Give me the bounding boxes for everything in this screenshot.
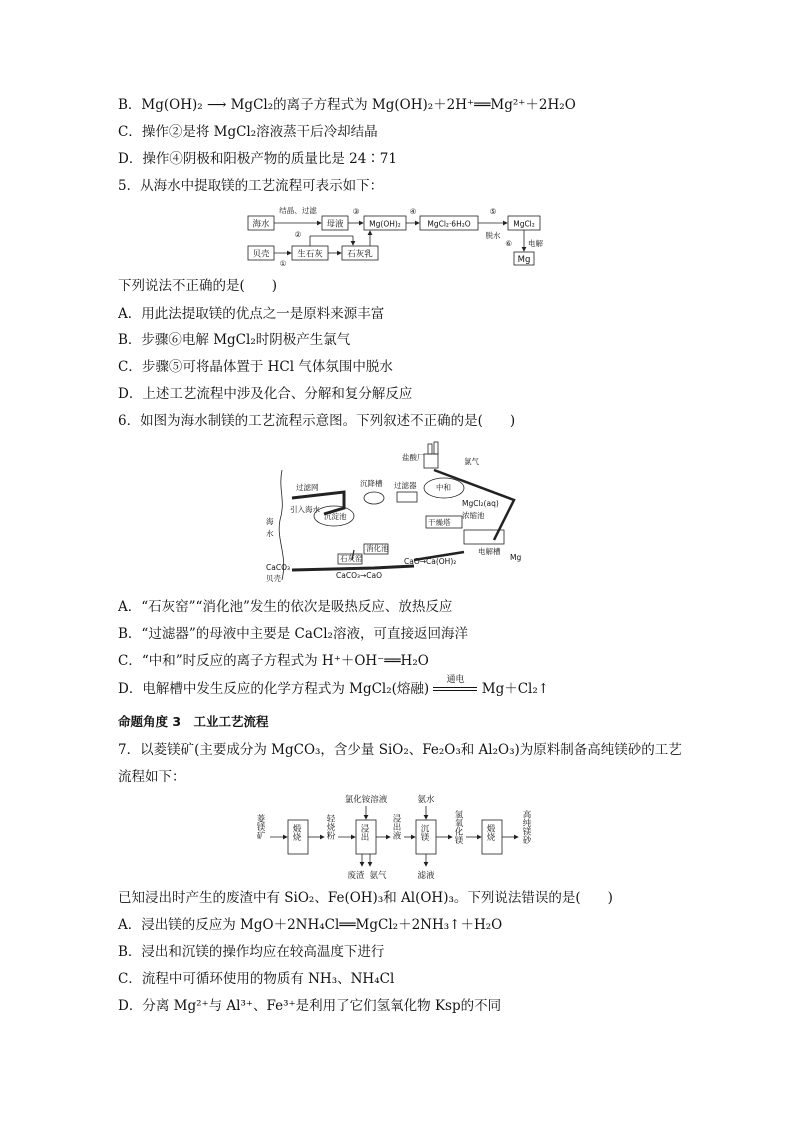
- q6-label-caco3: CaCO₃: [266, 563, 290, 572]
- q6-label-precipitation-tank: 沉淀池: [324, 512, 347, 521]
- q5-option-a: A．用此法提取镁的优点之一是原料来源丰富: [118, 306, 385, 322]
- q7-label-leachate: 浸出液: [391, 814, 401, 840]
- option-c-top: C．操作②是将 MgCl₂溶液蒸干后冷却结晶: [118, 124, 378, 140]
- q7-label-nh4cl-solution: 氯化铵溶液: [344, 795, 388, 805]
- q5-option-c: C．步骤⑤可将晶体置于 HCl 气体氛围中脱水: [118, 359, 393, 375]
- q6-label-shell: 贝壳: [266, 574, 281, 583]
- q5-option-b: B．步骤⑥电解 MgCl₂时阴极产生氯气: [118, 332, 351, 348]
- q6-option-d-condition-label: 通电: [446, 675, 465, 685]
- q6-label-lime-kiln: 石灰窑: [340, 554, 363, 563]
- q6-label-cao-caoh2: CaO→Ca(OH)₂: [404, 557, 457, 566]
- q6-label-mg: Mg: [510, 553, 522, 562]
- q6-option-b: B．“过滤器”的母液中主要是 CaCl₂溶液，可直接返回海洋: [118, 626, 468, 642]
- q6-label-neutralize: 中和: [436, 483, 451, 492]
- q7-box-calcine-1: 煅烧: [291, 824, 301, 841]
- q6-label-chlorine: 氯气: [464, 457, 479, 466]
- q5-stem: 5．从海水中提取镁的工艺流程可表示如下：: [118, 178, 384, 194]
- q7-option-b: B．浸出和沉镁的操作均应在较高温度下进行: [118, 944, 385, 960]
- q6-label-water: 水: [266, 529, 274, 538]
- q5-label-electrolysis: 电解: [528, 239, 543, 248]
- q5-option-d: D．上述工艺流程中涉及化合、分解和复分解反应: [118, 386, 413, 402]
- q5-label-step4: ④: [409, 207, 417, 216]
- q6-label-intake-seawater: 引入海水: [290, 505, 320, 514]
- q6-process-diagram: [264, 440, 544, 588]
- option-b-top: B．Mg(OH)₂ ⟶ MgCl₂的离子方程式为 Mg(OH)₂＋2H⁺══Mg²⁺＋2H₂O: [118, 97, 576, 113]
- q5-box-mg: Mg: [517, 255, 531, 265]
- q6-label-digestion-tank: 消化池: [366, 544, 389, 553]
- q7-option-c: C．流程中可循环使用的物质有 NH₃、NH₄Cl: [118, 971, 395, 987]
- q7-stem-line2: 流程如下：: [118, 769, 186, 785]
- q5-box-seawater: 海水: [252, 219, 270, 230]
- q6-label-hcl-plant: 盐酸厂: [402, 453, 425, 462]
- q6-label-sea: 海: [266, 517, 274, 526]
- q7-label-mg-hydroxide: 氢氧化镁: [453, 810, 463, 844]
- q7-option-a: A．浸出镁的反应为 MgO＋2NH₄Cl══MgCl₂＋2NH₃↑＋H₂O: [118, 917, 503, 933]
- q6-option-d-condition: [433, 675, 477, 691]
- q6-option-d-product: Mg＋Cl₂↑: [481, 681, 550, 697]
- q5-label-crystallize-filter: 结晶、过滤: [279, 206, 317, 215]
- q7-label-ammonia-gas: 氨气: [369, 871, 387, 881]
- q5-box-quicklime: 生石灰: [297, 249, 323, 260]
- q7-label-waste-residue: 废渣: [347, 871, 365, 881]
- q6-option-d-text: D．电解槽中发生反应的化学方程式为 MgCl₂(熔融): [118, 681, 430, 697]
- q7-label-filtrate: 滤液: [417, 871, 435, 881]
- q7-option-d: D．分离 Mg²⁺与 Al³⁺、Fe³⁺是利用了它们氢氧化物 Ksp的不同: [118, 998, 502, 1014]
- q7-label-high-purity-magnesia: 高纯镁砂: [521, 810, 531, 844]
- q6-label-drying-tower: 干燥塔: [428, 518, 451, 527]
- q6-label-filter-net: 过滤网: [296, 483, 319, 492]
- section-heading: 命题角度 3 工业工艺流程: [118, 714, 269, 729]
- q6-option-c: C．“中和”时反应的离子方程式为 H⁺＋OH⁻══H₂O: [118, 653, 429, 669]
- q6-option-a: A．“石灰窑”“消化池”发生的依次是吸热反应、放热反应: [118, 599, 453, 615]
- option-d-top: D．操作④阴极和阳极产物的质量比是 24∶71: [118, 151, 397, 167]
- q7-label-magnesite: 菱镁矿: [255, 814, 265, 840]
- q5-label-dehydrate: 脱水: [485, 231, 501, 240]
- q7-prompt: 已知浸出时产生的废渣中有 SiO₂、Fe(OH)₃和 Al(OH)₃。下列说法错误的是( ): [118, 890, 613, 906]
- q6-label-concentration-tank: 浓缩池: [462, 511, 485, 520]
- q5-box-mgcl2: MgCl₂: [513, 219, 535, 229]
- q6-label-filter: 过滤器: [394, 481, 417, 490]
- q6-label-mgcl2-aq: MgCl₂(aq): [462, 499, 499, 508]
- q6-option-d: [118, 675, 550, 698]
- q5-box-mgcl2-6h2o: MgCl₂·6H₂O: [427, 219, 471, 229]
- q5-label-step1: ①: [279, 259, 287, 268]
- q5-label-step6: ⑥: [505, 239, 512, 248]
- q7-stem-line1: 7．以菱镁矿(主要成分为 MgCO₃，含少量 SiO₂、Fe₂O₃和 Al₂O₃)为原料制备高纯镁砂的工艺: [118, 742, 682, 758]
- q7-box-calcine-2: 煅烧: [485, 824, 495, 841]
- q5-label-step5: ⑤: [489, 207, 497, 216]
- q6-label-caco3-cao: CaCO₃→CaO: [336, 571, 382, 580]
- q5-flow-diagram: [246, 206, 546, 268]
- q7-box-precipitate-mg: 沉镁: [419, 824, 429, 841]
- q6-label-settling-tank: 沉降槽: [360, 479, 383, 488]
- q5-box-mgoh2: Mg(OH)₂: [369, 219, 401, 229]
- q7-label-ammonia-water: 氨水: [417, 795, 435, 805]
- q5-box-mother-liquor: 母液: [326, 219, 344, 230]
- q5-label-step3: ③: [352, 207, 360, 216]
- q6-label-electrolytic-cell: 电解槽: [478, 547, 501, 556]
- q6-stem: 6．如图为海水制镁的工艺流程示意图。下列叙述不正确的是( ): [118, 413, 516, 429]
- q5-box-lime-milk: 石灰乳: [347, 249, 373, 260]
- q5-label-step2: ②: [294, 230, 302, 239]
- q5-box-shell: 贝壳: [252, 249, 270, 260]
- q7-flow-diagram: [252, 792, 552, 882]
- q5-prompt: 下列说法不正确的是( ): [118, 278, 278, 294]
- q7-label-light-burned-powder: 轻烧粉: [325, 814, 335, 840]
- q7-box-leach: 浸出: [359, 824, 369, 841]
